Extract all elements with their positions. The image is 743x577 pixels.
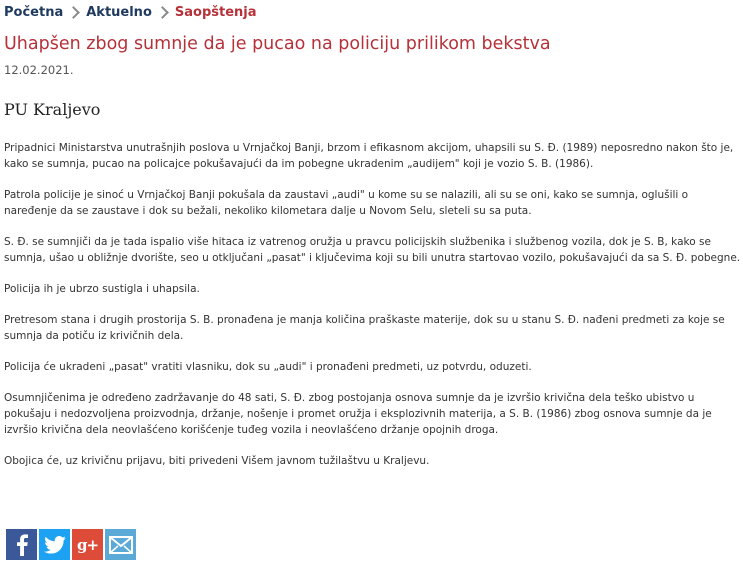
police-station-heading: PU Kraljevo [4, 100, 101, 119]
article-title: Uhapšen zbog sumnje da je pucao na policiju prilikom bekstva [4, 34, 551, 54]
article-paragraph: Osumnjičenima je određeno zadržavanje do 48 sati, S. Đ. zbog postojanja osnova sumnje da je izvršio krivična dela teško ubistvo u pokušaju i nedozvoljena proizvodnja, držanje, nošenje i promet oružja i eksplozivnih materija, a S. B. (1986) zbog osnova sumnje da je izvršio krivična dela neovlašćeno korišćenje tuđeg vozila i neovlašćeno držanje opojnih droga. [4, 392, 712, 436]
twitter-share-button[interactable] [39, 529, 70, 560]
chevron-right-icon [156, 6, 169, 19]
twitter-icon [44, 536, 66, 554]
article-paragraph: Pripadnici Ministarstva unutrašnjih poslova u Vrnjačkoj Banji, brzom i efikasnom akcijom, uhapsili su S. Đ. (1989) neposredno nakon što je, kako se sumnja, pucao na policajce pokušavajući da im pobegne ukradenim „audijem" koji je vozio S. B. (1986). [4, 142, 734, 170]
google-plus-icon: g+ [76, 535, 99, 554]
article-paragraph: Patrola policije je sinoć u Vrnjačkoj Banji pokušala da zaustavi „audi" u kome su se nalazili, ali su se oni, kako se sumnja, oglušili o naređenje da se zaustave i dok su bežali, nekoliko kilometara dalje u Novom Selu, sleteli su sa puta. [4, 189, 689, 217]
breadcrumb-news-link[interactable]: Aktuelno [86, 4, 152, 20]
article-date: 12.02.2021. [4, 63, 74, 77]
article-paragraph: Policija ih je ubrzo sustigla i uhapsila. [4, 283, 200, 295]
email-icon [109, 536, 133, 554]
breadcrumb [4, 3, 257, 21]
email-share-button[interactable] [105, 529, 136, 560]
article-paragraph: Obojica će, uz krivičnu prijavu, biti privedeni Višem javnom tužilaštvu u Kraljevu. [4, 455, 430, 467]
facebook-icon [15, 534, 29, 556]
article-paragraph: Policija će ukradeni „pasat" vratiti vlasniku, dok su „audi" i pronađeni predmeti, uz potvrdu, oduzeti. [4, 361, 532, 373]
article-paragraph: S. Đ. se sumnjiči da je tada ispalio više hitaca iz vatrenog oružja u pravcu policijskih službenika i službenog vozila, dok je S. B, kako se sumnja, ušao u obližnje dvorište, seo u otključani „pasat" i ključevima koji su bili unutra startovao vozilo, pokušavajući da sa S. Đ. pobegne. [4, 236, 741, 264]
chevron-right-icon [67, 6, 80, 19]
breadcrumb-home-link[interactable]: Početna [4, 4, 64, 20]
google-plus-share-button[interactable] [72, 529, 103, 560]
facebook-share-button[interactable] [6, 529, 37, 560]
share-buttons [6, 529, 136, 560]
article-paragraph: Pretresom stana i drugih prostorija S. B. pronađena je manja količina praškaste materije, dok su u stanu S. Đ. nađeni predmeti za koje se sumnja da potiču iz krivičnih dela. [4, 314, 725, 342]
article-body [4, 140, 742, 484]
breadcrumb-current-page[interactable]: Saopštenja [174, 4, 257, 20]
